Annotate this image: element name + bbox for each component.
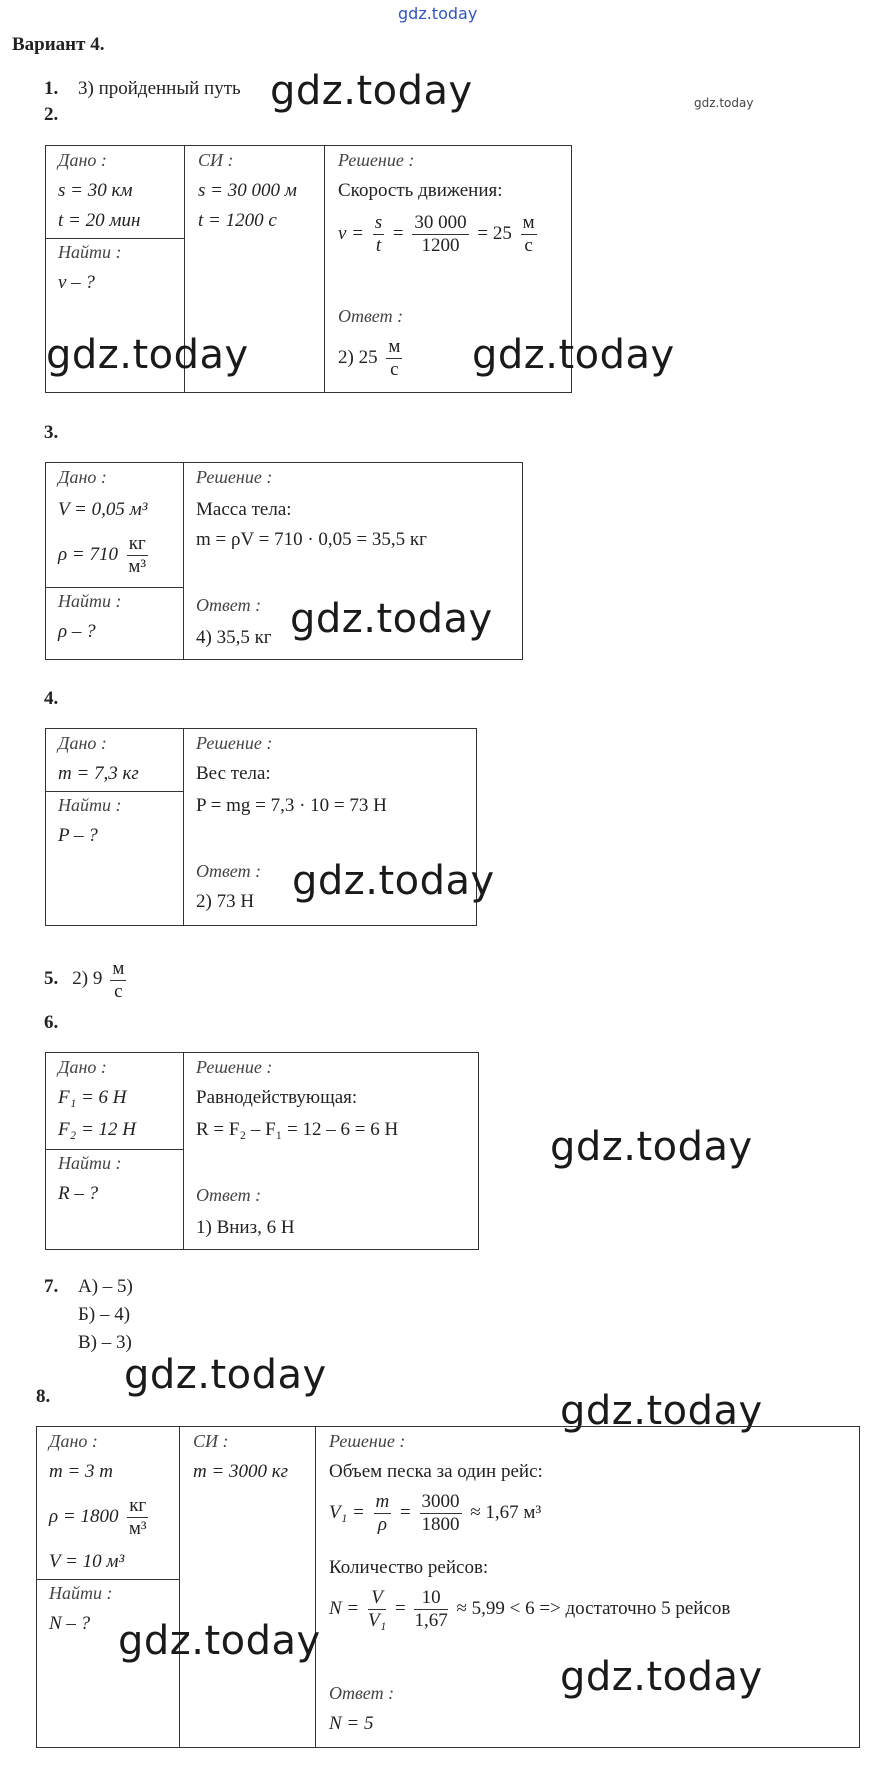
q3-answer: 4) 35,5 кг: [196, 627, 272, 648]
q6-find-label: Найти :: [58, 1153, 122, 1173]
q3-dano-label: Дано :: [58, 467, 107, 487]
q8-answer: N = 5: [329, 1713, 374, 1734]
q8-given-2: ρ = 1800 $\frac{кг}{\text{м³}}$: [49, 1495, 147, 1539]
q6-solution-title: Равнодействующая:: [196, 1087, 358, 1108]
q2-given-1: s = 30 км: [58, 180, 133, 201]
q8-formula-2: N = $\frac{V}{\text{V₁}}$ = $\frac{10}{1,67}$ ≈ 5,99 < 6 => достаточно 5 рейсов: [329, 1587, 731, 1631]
q2-given-2: t = 20 мин: [58, 210, 141, 231]
q3-solution-label: Решение :: [196, 467, 273, 487]
q6-find: R – ?: [58, 1183, 99, 1204]
q1-answer: 3) пройденный путь: [78, 78, 241, 99]
q4-number: 4.: [44, 688, 59, 709]
q6-dano-label: Дано :: [58, 1057, 107, 1077]
q8-find-label: Найти :: [49, 1583, 113, 1603]
q6-answer-label: Ответ :: [196, 1185, 262, 1205]
q3-find-label: Найти :: [58, 591, 122, 611]
q2-solution-label: Решение :: [338, 150, 415, 170]
watermark: gdz.today: [290, 596, 493, 642]
q3-formula: m = ρV = 710 · 0,05 = 35,5 кг: [196, 529, 427, 550]
q6-number: 6.: [44, 1012, 59, 1033]
q2-find-label: Найти :: [58, 242, 122, 262]
q4-formula: P = mg = 7,3 · 10 = 73 Н: [196, 795, 387, 816]
q4-find-label: Найти :: [58, 795, 122, 815]
q2-find: v – ?: [58, 272, 95, 293]
q6-solution-label: Решение :: [196, 1057, 273, 1077]
q8-number: 8.: [36, 1386, 51, 1407]
q4-find: P – ?: [58, 825, 98, 846]
q1-number: 1.: [44, 78, 59, 99]
watermark: gdz.today: [560, 1654, 763, 1700]
q4-given: m = 7,3 кг: [58, 763, 139, 784]
q2-si-2: t = 1200 с: [198, 210, 277, 231]
q4-dano-label: Дано :: [58, 733, 107, 753]
q5: 5. 2) 9 $\frac{м}{с}$: [44, 958, 125, 1002]
q8-given-3: V = 10 м³: [49, 1551, 125, 1572]
watermark: gdz.today: [46, 332, 249, 378]
watermark: gdz.today: [270, 68, 473, 114]
q2-si-1: s = 30 000 м: [198, 180, 297, 201]
q8-find: N – ?: [49, 1613, 91, 1634]
q8-solution-label: Решение :: [329, 1431, 406, 1451]
q8-formula-1: V₁ = $\frac{m}{\rho}$ = $\frac{3000}{1800}$ ≈ 1,67 м³: [329, 1491, 542, 1535]
q4-answer-label: Ответ :: [196, 861, 262, 881]
q2-answer: 2) 25 $\frac{м}{с}$: [338, 336, 401, 380]
q6-formula: R = F₂ – F₁ = 12 – 6 = 6 Н: [196, 1119, 399, 1140]
top-watermark: gdz.today: [398, 4, 478, 23]
watermark: gdz.today: [560, 1388, 763, 1434]
q7-answer-2: Б) – 4): [78, 1304, 131, 1325]
watermark: gdz.today: [124, 1352, 327, 1398]
q7-answer-1: А) – 5): [78, 1276, 133, 1297]
q7-number: 7.: [44, 1276, 59, 1297]
page-title: Вариант 4.: [12, 34, 105, 55]
q4-solution-label: Решение :: [196, 733, 273, 753]
q7-answer-3: В) – 3): [78, 1332, 132, 1353]
watermark-small: gdz.today: [694, 96, 754, 110]
q8-answer-label: Ответ :: [329, 1683, 395, 1703]
q3-given-2: ρ = 710 $\frac{кг}{\text{м³}}$: [58, 533, 147, 577]
q4-answer: 2) 73 Н: [196, 891, 255, 912]
watermark: gdz.today: [292, 858, 495, 904]
q2-solution-title: Скорость движения:: [338, 180, 503, 201]
q2-number: 2.: [44, 104, 59, 125]
q6-table: [45, 1052, 479, 1250]
q8-si-label: СИ :: [193, 1431, 229, 1451]
q2-answer-label: Ответ :: [338, 306, 404, 326]
q6-given-2: F₂ = 12 Н: [58, 1119, 137, 1140]
q3-given-1: V = 0,05 м³: [58, 499, 148, 520]
q3-solution-title: Масса тела:: [196, 499, 292, 520]
q2-dano-label: Дано :: [58, 150, 107, 170]
q6-given-1: F₁ = 6 Н: [58, 1087, 127, 1108]
watermark: gdz.today: [118, 1618, 321, 1664]
watermark: gdz.today: [472, 332, 675, 378]
q3-find: ρ – ?: [58, 621, 96, 642]
q8-solution-title-1: Объем песка за один рейс:: [329, 1461, 543, 1482]
q8-solution-title-2: Количество рейсов:: [329, 1557, 489, 1578]
q6-answer: 1) Вниз, 6 Н: [196, 1217, 295, 1238]
q2-si-label: СИ :: [198, 150, 234, 170]
q3-answer-label: Ответ :: [196, 595, 262, 615]
q4-solution-title: Вес тела:: [196, 763, 271, 784]
q8-si: m = 3000 кг: [193, 1461, 289, 1482]
watermark: gdz.today: [550, 1124, 753, 1170]
q3-number: 3.: [44, 422, 59, 443]
q8-dano-label: Дано :: [49, 1431, 98, 1451]
q8-given-1: m = 3 т: [49, 1461, 114, 1482]
q2-formula: v = $\frac{s}{t}$ = $\frac{30 000}{1200}$ = 25 $\frac{м}{с}$: [338, 212, 535, 256]
